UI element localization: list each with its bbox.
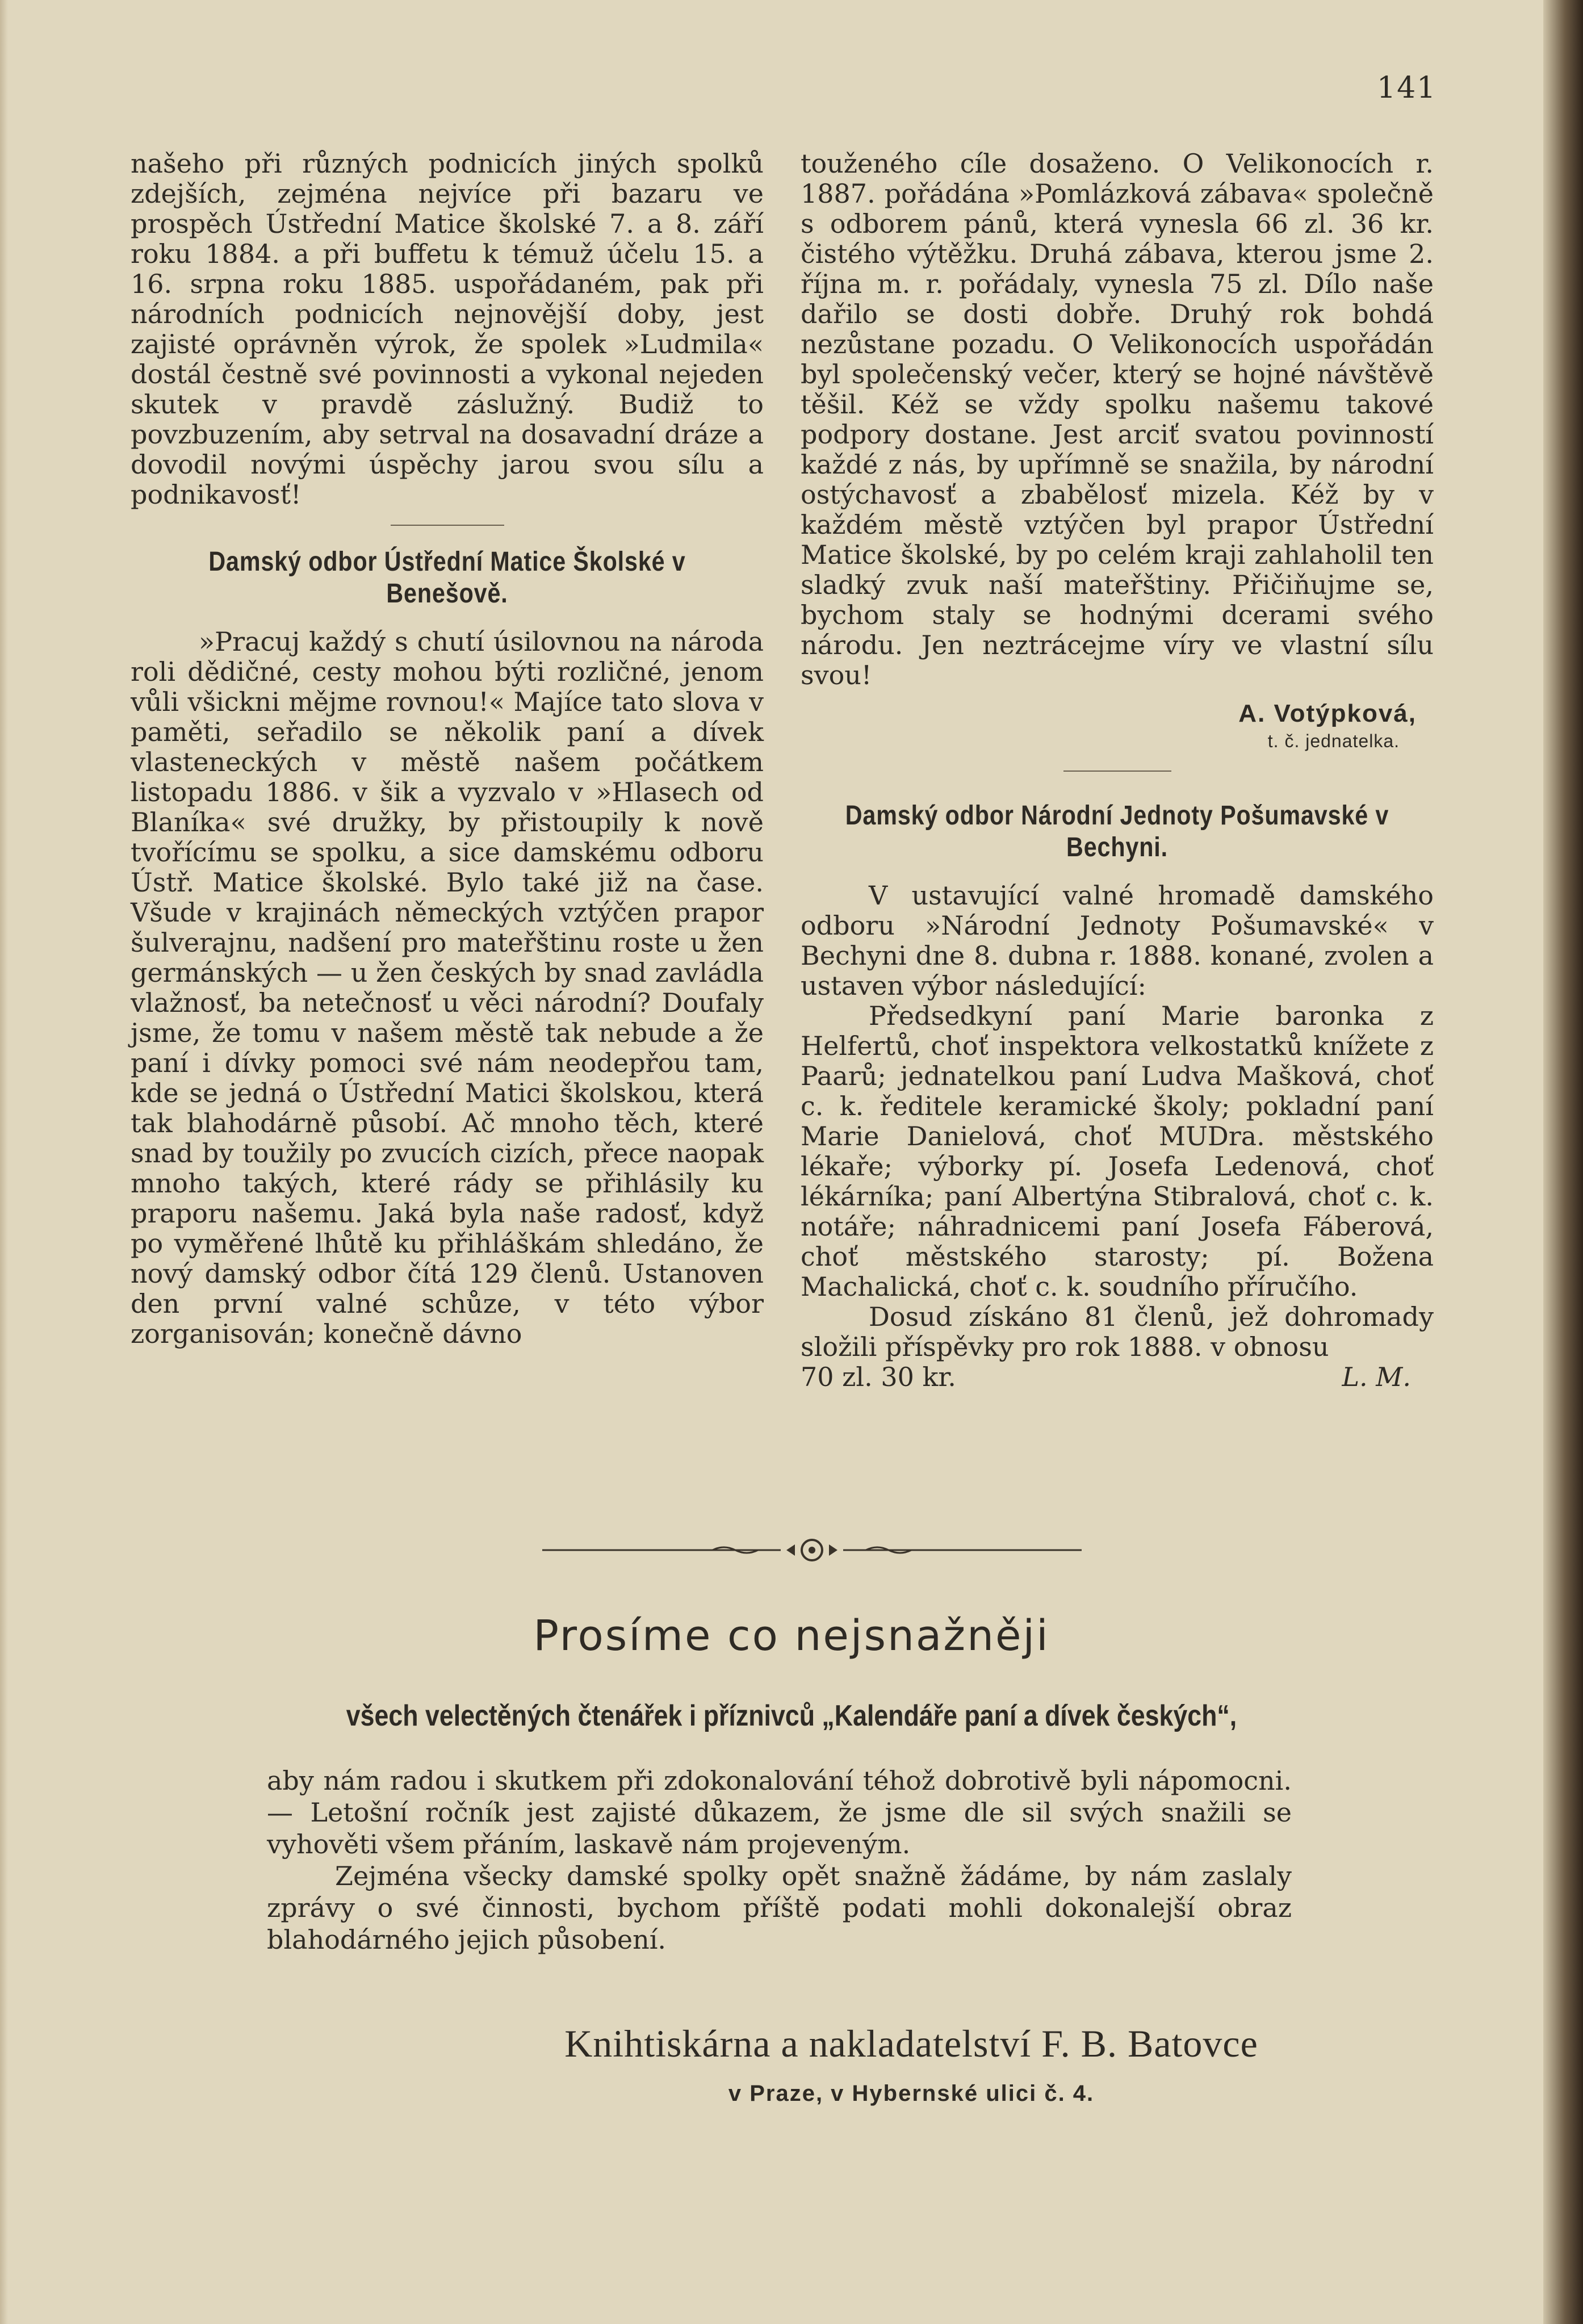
appeal-subtitle: všech velectěných čtenářek i příznivců „Kalendáře paní a dívek českých“, <box>346 1699 1237 1732</box>
signature-name: A. Votýpková, <box>1238 700 1417 727</box>
appeal-title: Prosíme co nejsnažněji <box>533 1611 1050 1660</box>
appeal-paragraph-1: aby nám radou i skutkem při zdokonalování téhož dobrotivě byli nápomocni. — Letošní ročník jest zajisté důkazem, že jsme dle sil svých snažili se vyhověti všem přáním, laskavě nám projeveným. <box>267 1765 1292 1860</box>
right-column <box>801 149 1434 1392</box>
section-divider <box>391 525 504 526</box>
bechyne-last-line <box>801 1362 1434 1392</box>
page-number: 141 <box>1377 71 1437 105</box>
signature-role: t. č. jednatelka. <box>1267 731 1400 751</box>
appeal-paragraph-2: Zejména všecky damské spolky opět snažně žádáme, by nám zaslaly zprávy o své činnosti, bychom příště podati mohli dokonalejší obraz blahodárného jejich působení. <box>267 1861 1292 1955</box>
benesov-paragraph: »Pracuj každý s chutí úsilovnou na národa roli dědičné, cesty mohou býti rozličné, jenom vůli všickni mějme rovnou!« Majíce tato slova v paměti, seřadilo se několik paní a dívek vlasteneckých v městě našem počátkem listopadu 1886. v šik a vyzvalo v »Hlasech od Blaníka« své družky, by přistoupily k nově tvořícímu se spolku, a sice damskému odboru Ústř. Matice školské. Bylo také již na čase. Všude v krajinách německých vztýčen prapor šulverajnu, nadšení pro mateřštinu roste u žen germánských — u žen českých by snad zavládla vlažnosť, ba netečnosť u věci národní? Doufaly jsme, že tomu v našem městě tak nebude a že paní i dívky pomoci své nám neodepřou tam, kde se jedná o Ústřední Matici školskou, která tak blahodárně působí. Ač mnoho těch, které snad by toužily po zvucích cizích, přece naopak mnoho takých, které rády se přihlásily ku praporu našemu. Jaká byla naše radosť, když po vyměřené lhůtě ku přihláškám shledáno, že nový damský odbor čítá 129 členů. Ustanoven den první valné schůze, v této výbor zorganisován; konečně dávno <box>131 626 764 1349</box>
section-heading-bechyne: Damský odbor Národní Jednoty Pošumavské v Bechyni. <box>845 801 1389 862</box>
book-spine-edge <box>1543 0 1583 2324</box>
contribution-amount: 70 zl. 30 kr. <box>801 1362 956 1392</box>
appeal-body <box>267 1765 1292 1955</box>
page-left-edge <box>0 0 8 2324</box>
continuation-paragraph: touženého cíle dosaženo. O Velikonocích r. 1887. pořádána »Pomlázková zábava« společně s odborem pánů, která vynesla 66 zl. 36 kr. čistého výtěžku. Druhá zábava, kterou jsme 2. října m. r. pořádaly, vynesla 75 zl. Dílo naše dařilo se dosti dobře. Druhý rok bohdá nezůstane pozadu. O Velikonocích uspořádán byl společenský večer, který se hojné návštěvě těšil. Kéž se vždy spolku našemu takové podpory dostane. Jest arciť svatou povinností každé z nás, by upřímně se snažila, by národní ostýchavosť a zbabělosť mizela. Kéž by v každém městě vztýčen byl prapor Ústřední Matice školské, by po celém kraji zahlaholil ten sladký zvuk naší mateřštiny. Přičiňujme se, bychom staly se hodnými dcerami svého národu. Jen neztrácejme víry ve vlastní sílu svou! <box>801 148 1434 690</box>
bechyne-paragraph-2: Předsedkyní paní Marie baronka z Helfertů, choť inspektora velkostatků knížete z Paarů; jednatelkou paní Ludva Mašková, choť c. k. ředitele keramické školy; pokladní paní Marie Danielová, choť MUDra. městského lékaře; výborky pí. Josefa Ledenová, choť lékárníka; paní Albertýna Stibralová, choť c. k. notáře; náhradnicemi paní Josefa Fáberová, choť městského starosty; pí. Božena Machalická, choť c. k. soudního příručího. <box>801 1000 1434 1302</box>
intro-paragraph: našeho při různých podnicích jiných spolků zdejších, zejména nejvíce při bazaru ve prospěch Ústřední Matice školské 7. a 8. září roku 1884. a při buffetu k témuž účelu 15. a 16. srpna roku 1885. uspořádaném, pak při národních podnicích nejnovější doby, jest zajisté oprávněn výrok, že spolek »Ludmila« dostál čestně své povinnosti a vykonal nejeden skutek v pravdě záslužný. Budiž to povzbuzením, aby setrval na dosavadní dráze a dovodil novými úspěchy jarou svou sílu a podnikavosť! <box>131 148 764 510</box>
bechyne-paragraph-1: V ustavující valné hromadě damského odboru »Národní Jednoty Pošumavské« v Bechyni dne 8. dubna r. 1888. konané, zvolen a ustaven výbor následující: <box>801 880 1434 1001</box>
left-column <box>131 149 764 1349</box>
publisher-name: Knihtiskárna a nakladatelství F. B. Batovce <box>564 2022 1258 2065</box>
section-divider <box>1063 771 1171 772</box>
ornament-divider-icon <box>542 1536 1082 1564</box>
section-heading-benesov: Damský odbor Ústřední Matice Školské v Benešově. <box>208 547 686 609</box>
author-initials: L. M. <box>1342 1362 1411 1392</box>
publisher-address: v Praze, v Hybernské ulici č. 4. <box>728 2081 1095 2106</box>
bechyne-paragraph-3: Dosud získáno 81 členů, jež dohromady složili příspěvky pro rok 1888. v obnosu <box>801 1301 1434 1362</box>
